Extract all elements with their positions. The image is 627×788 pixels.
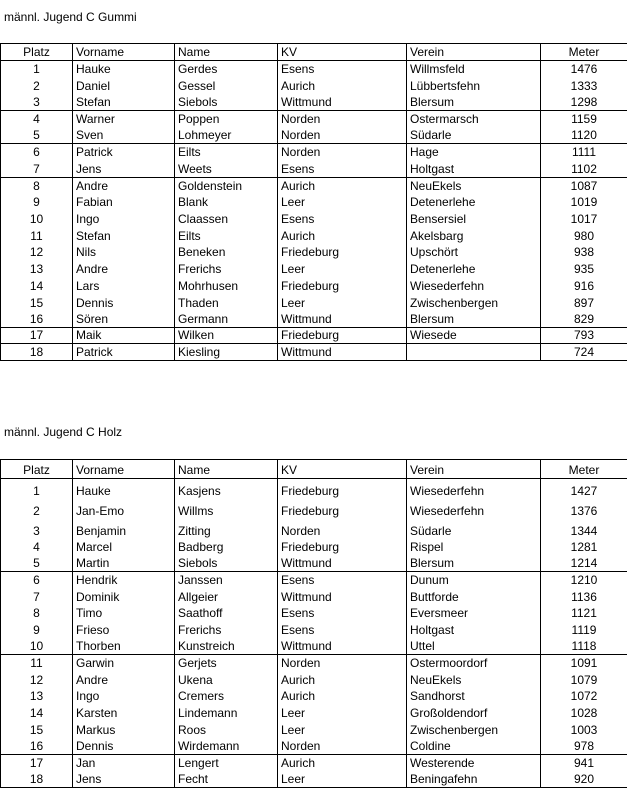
cell-meter: 1102	[541, 160, 627, 177]
table-row	[1, 311, 627, 328]
cell-verein: Südarle	[407, 519, 541, 539]
cell-name: Siebols	[175, 555, 278, 572]
cell-name: Lindemann	[175, 704, 278, 721]
cell-vorname: Dominik	[73, 588, 175, 605]
cell-kv: Friedeburg	[278, 244, 407, 261]
cell-vorname: Stefan	[73, 94, 175, 111]
cell-platz: 13	[1, 260, 73, 277]
table-body	[1, 44, 627, 361]
cell-meter: 1476	[541, 60, 627, 77]
cell-meter: 916	[541, 277, 627, 294]
cell-vorname: Dennis	[73, 738, 175, 755]
table-row	[1, 671, 627, 688]
cell-kv: Friedeburg	[278, 277, 407, 294]
cell-kv: Norden	[278, 144, 407, 161]
cell-meter: 938	[541, 244, 627, 261]
results-table-holz	[0, 459, 627, 788]
cell-platz: 5	[1, 127, 73, 144]
cell-kv: Friedeburg	[278, 479, 407, 499]
cell-vorname: Hauke	[73, 60, 175, 77]
cell-verein: Willmsfeld	[407, 60, 541, 77]
cell-kv: Norden	[278, 738, 407, 755]
cell-vorname: Jens	[73, 771, 175, 788]
table-body	[1, 460, 627, 788]
cell-kv: Esens	[278, 210, 407, 227]
cell-meter: 793	[541, 327, 627, 344]
cell-verein: Südarle	[407, 127, 541, 144]
cell-platz: 9	[1, 621, 73, 638]
table-row	[1, 638, 627, 655]
cell-vorname: Martin	[73, 555, 175, 572]
table-row	[1, 519, 627, 539]
cell-meter: 1281	[541, 539, 627, 556]
cell-vorname: Dennis	[73, 294, 175, 311]
cell-verein: Blersum	[407, 311, 541, 328]
header-cell-name: Name	[175, 44, 278, 61]
cell-platz: 14	[1, 277, 73, 294]
table-row	[1, 210, 627, 227]
cell-meter: 1087	[541, 177, 627, 194]
cell-name: Goldenstein	[175, 177, 278, 194]
cell-meter: 1136	[541, 588, 627, 605]
cell-verein: Hage	[407, 144, 541, 161]
cell-name: Poppen	[175, 110, 278, 127]
cell-platz: 1	[1, 479, 73, 499]
table-row	[1, 227, 627, 244]
table-row	[1, 555, 627, 572]
cell-name: Weets	[175, 160, 278, 177]
cell-meter: 1333	[541, 77, 627, 94]
cell-verein: Lübbertsfehn	[407, 77, 541, 94]
table-row	[1, 160, 627, 177]
cell-meter: 920	[541, 771, 627, 788]
table-row	[1, 479, 627, 499]
cell-platz: 14	[1, 704, 73, 721]
cell-platz: 15	[1, 721, 73, 738]
header-cell-vorname: Vorname	[73, 460, 175, 479]
table-row	[1, 621, 627, 638]
cell-platz: 17	[1, 327, 73, 344]
cell-vorname: Ingo	[73, 688, 175, 705]
cell-vorname: Ingo	[73, 210, 175, 227]
table-row	[1, 655, 627, 672]
cell-vorname: Maik	[73, 327, 175, 344]
cell-name: Kasjens	[175, 479, 278, 499]
cell-kv: Aurich	[278, 227, 407, 244]
cell-verein: Blersum	[407, 94, 541, 111]
cell-vorname: Marcel	[73, 539, 175, 556]
cell-platz: 7	[1, 588, 73, 605]
cell-platz: 4	[1, 110, 73, 127]
cell-platz: 16	[1, 311, 73, 328]
cell-platz: 11	[1, 227, 73, 244]
cell-vorname: Andre	[73, 177, 175, 194]
cell-verein: NeuEkels	[407, 177, 541, 194]
cell-kv: Aurich	[278, 177, 407, 194]
cell-vorname: Markus	[73, 721, 175, 738]
cell-meter: 1344	[541, 519, 627, 539]
header-row	[1, 44, 627, 61]
table-row	[1, 277, 627, 294]
cell-kv: Leer	[278, 294, 407, 311]
cell-kv: Wittmund	[278, 638, 407, 655]
cell-name: Wilken	[175, 327, 278, 344]
cell-kv: Norden	[278, 655, 407, 672]
cell-kv: Esens	[278, 572, 407, 589]
cell-kv: Aurich	[278, 688, 407, 705]
cell-verein: Coldine	[407, 738, 541, 755]
cell-vorname: Patrick	[73, 344, 175, 361]
cell-name: Frerichs	[175, 260, 278, 277]
cell-vorname: Fabian	[73, 194, 175, 211]
cell-verein: Westerende	[407, 754, 541, 771]
cell-kv: Norden	[278, 110, 407, 127]
cell-vorname: Sören	[73, 311, 175, 328]
cell-name: Frerichs	[175, 621, 278, 638]
cell-verein: Blersum	[407, 555, 541, 572]
cell-verein: Akelsbarg	[407, 227, 541, 244]
cell-name: Kiesling	[175, 344, 278, 361]
cell-platz: 3	[1, 519, 73, 539]
header-row	[1, 460, 627, 479]
table-row	[1, 194, 627, 211]
cell-name: Ukena	[175, 671, 278, 688]
cell-verein: Uttel	[407, 638, 541, 655]
cell-platz: 12	[1, 244, 73, 261]
cell-name: Willms	[175, 499, 278, 519]
cell-platz: 5	[1, 555, 73, 572]
cell-verein: Dunum	[407, 572, 541, 589]
cell-platz: 18	[1, 771, 73, 788]
cell-meter: 1019	[541, 194, 627, 211]
cell-verein: NeuEkels	[407, 671, 541, 688]
table-row	[1, 605, 627, 622]
cell-kv: Norden	[278, 519, 407, 539]
cell-platz: 1	[1, 60, 73, 77]
cell-kv: Wittmund	[278, 588, 407, 605]
cell-meter: 1028	[541, 704, 627, 721]
table-row	[1, 771, 627, 788]
cell-vorname: Jens	[73, 160, 175, 177]
cell-kv: Norden	[278, 127, 407, 144]
cell-vorname: Timo	[73, 605, 175, 622]
cell-platz: 11	[1, 655, 73, 672]
cell-name: Zitting	[175, 519, 278, 539]
header-cell-kv: KV	[278, 44, 407, 61]
cell-vorname: Warner	[73, 110, 175, 127]
cell-meter: 1079	[541, 671, 627, 688]
cell-meter: 941	[541, 754, 627, 771]
header-cell-verein: Verein	[407, 460, 541, 479]
table-row	[1, 127, 627, 144]
header-cell-platz: Platz	[1, 460, 73, 479]
cell-meter: 1214	[541, 555, 627, 572]
cell-name: Gessel	[175, 77, 278, 94]
table-row	[1, 721, 627, 738]
cell-meter: 1017	[541, 210, 627, 227]
cell-name: Fecht	[175, 771, 278, 788]
cell-vorname: Lars	[73, 277, 175, 294]
cell-verein: Zwischenbergen	[407, 294, 541, 311]
cell-name: Thaden	[175, 294, 278, 311]
cell-vorname: Jan	[73, 754, 175, 771]
cell-meter: 1121	[541, 605, 627, 622]
cell-name: Germann	[175, 311, 278, 328]
cell-verein: Wiesederfehn	[407, 499, 541, 519]
cell-kv: Aurich	[278, 754, 407, 771]
cell-verein	[407, 344, 541, 361]
table-row	[1, 588, 627, 605]
cell-vorname: Frieso	[73, 621, 175, 638]
cell-verein: Sandhorst	[407, 688, 541, 705]
header-cell-name: Name	[175, 460, 278, 479]
cell-meter: 1111	[541, 144, 627, 161]
table-row	[1, 572, 627, 589]
cell-platz: 8	[1, 605, 73, 622]
cell-kv: Wittmund	[278, 555, 407, 572]
cell-name: Gerdes	[175, 60, 278, 77]
table-row	[1, 294, 627, 311]
cell-meter: 1427	[541, 479, 627, 499]
cell-kv: Wittmund	[278, 344, 407, 361]
cell-platz: 18	[1, 344, 73, 361]
cell-meter: 980	[541, 227, 627, 244]
table-row	[1, 539, 627, 556]
table-row	[1, 344, 627, 361]
cell-platz: 9	[1, 194, 73, 211]
cell-verein: Eversmeer	[407, 605, 541, 622]
cell-meter: 724	[541, 344, 627, 361]
header-cell-vorname: Vorname	[73, 44, 175, 61]
cell-vorname: Andre	[73, 260, 175, 277]
cell-platz: 12	[1, 671, 73, 688]
cell-vorname: Andre	[73, 671, 175, 688]
cell-verein: Bensersiel	[407, 210, 541, 227]
cell-vorname: Benjamin	[73, 519, 175, 539]
cell-kv: Aurich	[278, 671, 407, 688]
cell-platz: 16	[1, 738, 73, 755]
cell-verein: Buttforde	[407, 588, 541, 605]
table-row	[1, 499, 627, 519]
cell-meter: 1159	[541, 110, 627, 127]
cell-name: Lengert	[175, 754, 278, 771]
cell-platz: 15	[1, 294, 73, 311]
cell-name: Beneken	[175, 244, 278, 261]
cell-meter: 829	[541, 311, 627, 328]
cell-name: Cremers	[175, 688, 278, 705]
header-cell-platz: Platz	[1, 44, 73, 61]
results-table-gummi	[0, 43, 627, 361]
cell-name: Roos	[175, 721, 278, 738]
header-cell-verein: Verein	[407, 44, 541, 61]
cell-kv: Friedeburg	[278, 499, 407, 519]
cell-platz: 10	[1, 638, 73, 655]
cell-kv: Leer	[278, 704, 407, 721]
cell-verein: Detenerlehe	[407, 260, 541, 277]
cell-platz: 2	[1, 77, 73, 94]
table-row	[1, 244, 627, 261]
table-row	[1, 704, 627, 721]
cell-kv: Wittmund	[278, 94, 407, 111]
cell-verein: Wiesederfehn	[407, 479, 541, 499]
section-title-gummi: männl. Jugend C Gummi	[4, 10, 137, 24]
table-row	[1, 738, 627, 755]
cell-kv: Aurich	[278, 77, 407, 94]
cell-vorname: Daniel	[73, 77, 175, 94]
table-row	[1, 688, 627, 705]
cell-verein: Ostermoordorf	[407, 655, 541, 672]
cell-platz: 6	[1, 572, 73, 589]
cell-meter: 1376	[541, 499, 627, 519]
cell-vorname: Nils	[73, 244, 175, 261]
cell-kv: Esens	[278, 160, 407, 177]
table-row	[1, 110, 627, 127]
cell-verein: Wiesede	[407, 327, 541, 344]
cell-kv: Friedeburg	[278, 539, 407, 556]
cell-platz: 3	[1, 94, 73, 111]
cell-meter: 1210	[541, 572, 627, 589]
cell-kv: Leer	[278, 771, 407, 788]
cell-name: Saathoff	[175, 605, 278, 622]
cell-name: Claassen	[175, 210, 278, 227]
table-row	[1, 260, 627, 277]
cell-platz: 13	[1, 688, 73, 705]
cell-name: Eilts	[175, 227, 278, 244]
cell-platz: 4	[1, 539, 73, 556]
cell-meter: 897	[541, 294, 627, 311]
cell-verein: Großoldendorf	[407, 704, 541, 721]
cell-kv: Leer	[278, 721, 407, 738]
cell-verein: Upschört	[407, 244, 541, 261]
table-row	[1, 754, 627, 771]
cell-vorname: Stefan	[73, 227, 175, 244]
cell-name: Siebols	[175, 94, 278, 111]
cell-platz: 2	[1, 499, 73, 519]
section-title-holz: männl. Jugend C Holz	[4, 425, 122, 439]
cell-vorname: Karsten	[73, 704, 175, 721]
table-row	[1, 60, 627, 77]
cell-vorname: Garwin	[73, 655, 175, 672]
cell-meter: 1119	[541, 621, 627, 638]
cell-name: Eilts	[175, 144, 278, 161]
cell-vorname: Patrick	[73, 144, 175, 161]
cell-kv: Leer	[278, 194, 407, 211]
cell-verein: Detenerlehe	[407, 194, 541, 211]
table-row	[1, 144, 627, 161]
cell-vorname: Sven	[73, 127, 175, 144]
table-row	[1, 177, 627, 194]
cell-platz: 7	[1, 160, 73, 177]
cell-platz: 17	[1, 754, 73, 771]
cell-meter: 935	[541, 260, 627, 277]
cell-name: Wirdemann	[175, 738, 278, 755]
cell-name: Lohmeyer	[175, 127, 278, 144]
cell-name: Gerjets	[175, 655, 278, 672]
cell-platz: 8	[1, 177, 73, 194]
cell-meter: 1120	[541, 127, 627, 144]
cell-meter: 1091	[541, 655, 627, 672]
cell-vorname: Hauke	[73, 479, 175, 499]
cell-meter: 1003	[541, 721, 627, 738]
cell-kv: Wittmund	[278, 311, 407, 328]
header-cell-kv: KV	[278, 460, 407, 479]
cell-meter: 1072	[541, 688, 627, 705]
table-row	[1, 327, 627, 344]
header-cell-meter: Meter	[541, 44, 627, 61]
cell-name: Kunstreich	[175, 638, 278, 655]
cell-vorname: Jan-Emo	[73, 499, 175, 519]
cell-kv: Leer	[278, 260, 407, 277]
cell-name: Badberg	[175, 539, 278, 556]
cell-verein: Ostermarsch	[407, 110, 541, 127]
cell-kv: Esens	[278, 60, 407, 77]
cell-name: Blank	[175, 194, 278, 211]
cell-meter: 1118	[541, 638, 627, 655]
cell-platz: 10	[1, 210, 73, 227]
table-row	[1, 77, 627, 94]
cell-verein: Rispel	[407, 539, 541, 556]
cell-kv: Esens	[278, 621, 407, 638]
cell-verein: Holtgast	[407, 621, 541, 638]
cell-kv: Esens	[278, 605, 407, 622]
cell-vorname: Thorben	[73, 638, 175, 655]
cell-kv: Friedeburg	[278, 327, 407, 344]
cell-meter: 1298	[541, 94, 627, 111]
cell-verein: Zwischenbergen	[407, 721, 541, 738]
cell-verein: Beningafehn	[407, 771, 541, 788]
cell-name: Mohrhusen	[175, 277, 278, 294]
cell-name: Allgeier	[175, 588, 278, 605]
table-row	[1, 94, 627, 111]
cell-meter: 978	[541, 738, 627, 755]
cell-vorname: Hendrik	[73, 572, 175, 589]
cell-name: Janssen	[175, 572, 278, 589]
cell-verein: Holtgast	[407, 160, 541, 177]
cell-platz: 6	[1, 144, 73, 161]
header-cell-meter: Meter	[541, 460, 627, 479]
cell-verein: Wiesederfehn	[407, 277, 541, 294]
